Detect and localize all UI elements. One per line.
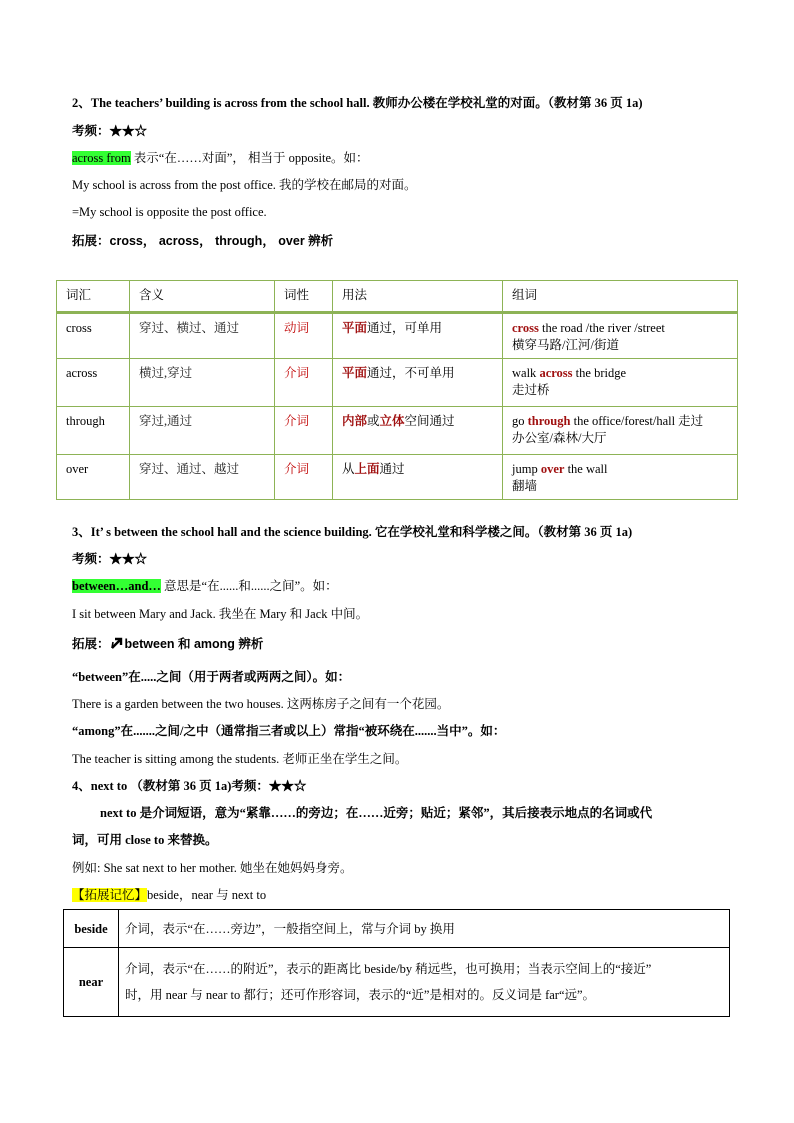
- highlighted-phrase: between…and…: [72, 579, 161, 593]
- table-row: [57, 407, 738, 455]
- header-cell: 组词: [503, 281, 738, 313]
- pos-cell: 介词: [275, 359, 333, 407]
- pos-cell: 介词: [275, 407, 333, 455]
- table-row: [64, 948, 730, 1017]
- usage-cell: 内部或立体空间通过: [333, 407, 503, 455]
- section-2-title: 2、The teachers’ building is across from the school hall. 教师办公楼在学校礼堂的对面。（教材第 36 页 1a): [72, 96, 643, 110]
- table-row: [57, 359, 738, 407]
- phrase-description: 表示“在……对面”， 相当于 opposite。如：: [130, 151, 369, 165]
- among-example: The teacher is sitting among the students. 老师正坐在学生之间。: [72, 752, 408, 766]
- header-cell: 含义: [130, 281, 275, 313]
- extension-text: between 和 among 辨析: [124, 637, 264, 651]
- phrase-line: [72, 578, 338, 594]
- table-header-row: [57, 281, 738, 313]
- pos-cell: 介词: [275, 455, 333, 500]
- key-cell: near: [64, 948, 119, 1017]
- comparison-table: [56, 280, 738, 500]
- table-row: [64, 910, 730, 948]
- usage-cell: 平面通过，不可单用: [333, 359, 503, 407]
- combo-cell: jump over the wall 翻墙: [503, 455, 738, 500]
- desc-cell: 介词，表示“在……旁边”，一般指空间上，常与介词 by 换用: [119, 910, 730, 948]
- usage-cell: 平面通过，可单用: [333, 313, 503, 359]
- phrase-line: [72, 150, 369, 166]
- example-sentence: 例如: She sat next to her mother. 她坐在她妈妈身旁。: [72, 861, 353, 875]
- frequency-stars: ★★☆: [109, 124, 148, 138]
- section-3-title: 3、It’ s between the school hall and the science building. 它在学校礼堂和科学楼之间。（教材第 36 页 1a): [72, 525, 633, 539]
- header-cell: 用法: [333, 281, 503, 313]
- word-cell: across: [57, 359, 130, 407]
- extension-label: 拓展：: [72, 637, 110, 651]
- frequency-label: 考频：: [72, 552, 110, 566]
- next-to-description: next to 是介词短语，意为“紧靠……的旁边；在……近旁；贴近；紧邻”，其后接表示地点的名词或代: [100, 806, 653, 820]
- example-sentence: I sit between Mary and Jack. 我坐在 Mary 和 Jack 中间。: [72, 607, 369, 621]
- combo-cell: go through the office/forest/hall 走过 办公室/森林/大厅: [503, 407, 738, 455]
- beside-near-table: [63, 909, 730, 1017]
- example-sentence-alt: =My school is opposite the post office.: [72, 205, 267, 219]
- pos-cell: 动词: [275, 313, 333, 359]
- example-sentence: My school is across from the post office. 我的学校在邮局的对面。: [72, 178, 417, 192]
- next-to-description-cont: 词，可用 close to 来替换。: [72, 833, 218, 847]
- table-row: [57, 455, 738, 500]
- arrow-icon: [110, 636, 124, 654]
- header-cell: 词性: [275, 281, 333, 313]
- between-definition: “between”在.....之间（用于两者或两两之间）。如：: [72, 670, 351, 684]
- frequency-label: 考频：: [72, 124, 110, 138]
- meaning-cell: 横过,穿过: [130, 359, 275, 407]
- extension-heading: [72, 636, 263, 654]
- memory-line: [72, 887, 266, 903]
- memory-tag: 【拓展记忆】: [72, 888, 148, 902]
- highlighted-phrase: across from: [72, 151, 131, 165]
- table-row: [57, 313, 738, 359]
- meaning-cell: 穿过,通过: [130, 407, 275, 455]
- among-definition: “among”在.......之间/之中（通常指三者或以上）常指“被环绕在.......当中”。如：: [72, 724, 506, 738]
- extension-heading: 拓展：cross， across， through， over 辨析: [72, 234, 334, 248]
- meaning-cell: 穿过、横过、通过: [130, 313, 275, 359]
- usage-cell: 从上面通过: [333, 455, 503, 500]
- section-4-title: 4、next to （教材第 36 页 1a)考频：★★☆: [72, 779, 307, 793]
- header-cell: 词汇: [57, 281, 130, 313]
- memory-text: beside，near 与 next to: [147, 888, 267, 902]
- word-cell: cross: [57, 313, 130, 359]
- frequency-line: [72, 123, 147, 139]
- meaning-cell: 穿过、通过、越过: [130, 455, 275, 500]
- frequency-stars: ★★☆: [109, 552, 148, 566]
- combo-cell: cross the road /the river /street 横穿马路/江河/街道: [503, 313, 738, 359]
- word-cell: over: [57, 455, 130, 500]
- key-cell: beside: [64, 910, 119, 948]
- phrase-description: 意思是“在......和......之间”。如：: [160, 579, 338, 593]
- word-cell: through: [57, 407, 130, 455]
- combo-cell: walk across the bridge 走过桥: [503, 359, 738, 407]
- desc-cell: 介词，表示“在……的附近”，表示的距离比 beside/by 稍远些，也可换用；当表示空间上的“接近” 时，用 near 与 near to 都行；还可作形容词，表示的“近”是相对的。反义词是 far“远”。: [119, 948, 730, 1017]
- frequency-line: [72, 551, 147, 567]
- between-example: There is a garden between the two houses. 这两栋房子之间有一个花园。: [72, 697, 450, 711]
